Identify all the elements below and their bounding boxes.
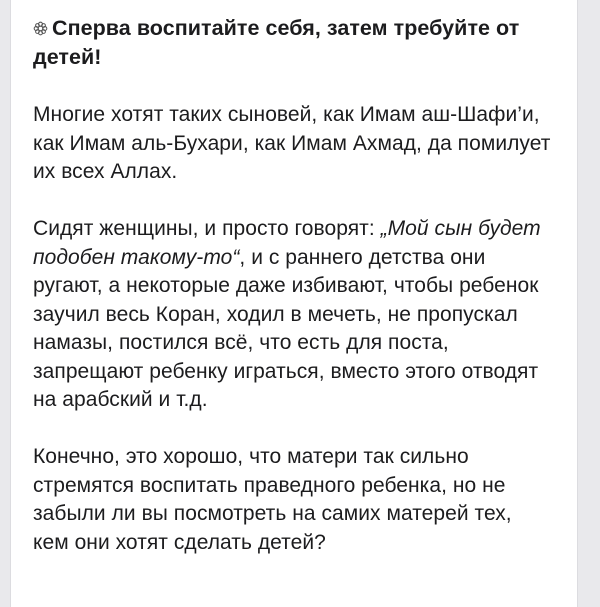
paragraph-3: Конечно, это хорошо, что матери так сильно стремятся воспитать праведного ребенка, но не забыли ли вы посмотреть на самих матерей тех, кем они хотят сделать детей? bbox=[33, 445, 512, 554]
post-content bbox=[33, 14, 553, 586]
post-title-text: Сперва воспитайте себя, затем требуйте от детей! bbox=[33, 16, 520, 69]
paragraph-1: Многие хотят таких сыновей, как Имам аш-Шафи’и, как Имам аль-Бухари, как Имам Ахмад, да помилует их всех Аллах. bbox=[33, 103, 551, 183]
paragraph-2-rest: , и с раннего детства они ругают, а некоторые даже избивают, чтобы ребенок заучил весь Коран, ходил в мечеть, не пропускал намазы, постился всё, что есть для поста, запрещают ребенку играться, вместо этого отводят на арабский и т.д. bbox=[33, 245, 539, 411]
post-card bbox=[10, 0, 578, 607]
post-title bbox=[33, 14, 553, 72]
paragraph-2-quote: „Мой сын будет подобен такому-то“ bbox=[33, 217, 541, 269]
flower-icon bbox=[33, 21, 48, 36]
paragraph-2-intro: Сидят женщины, и просто говорят: bbox=[33, 217, 381, 240]
paragraph-2 bbox=[33, 215, 553, 415]
